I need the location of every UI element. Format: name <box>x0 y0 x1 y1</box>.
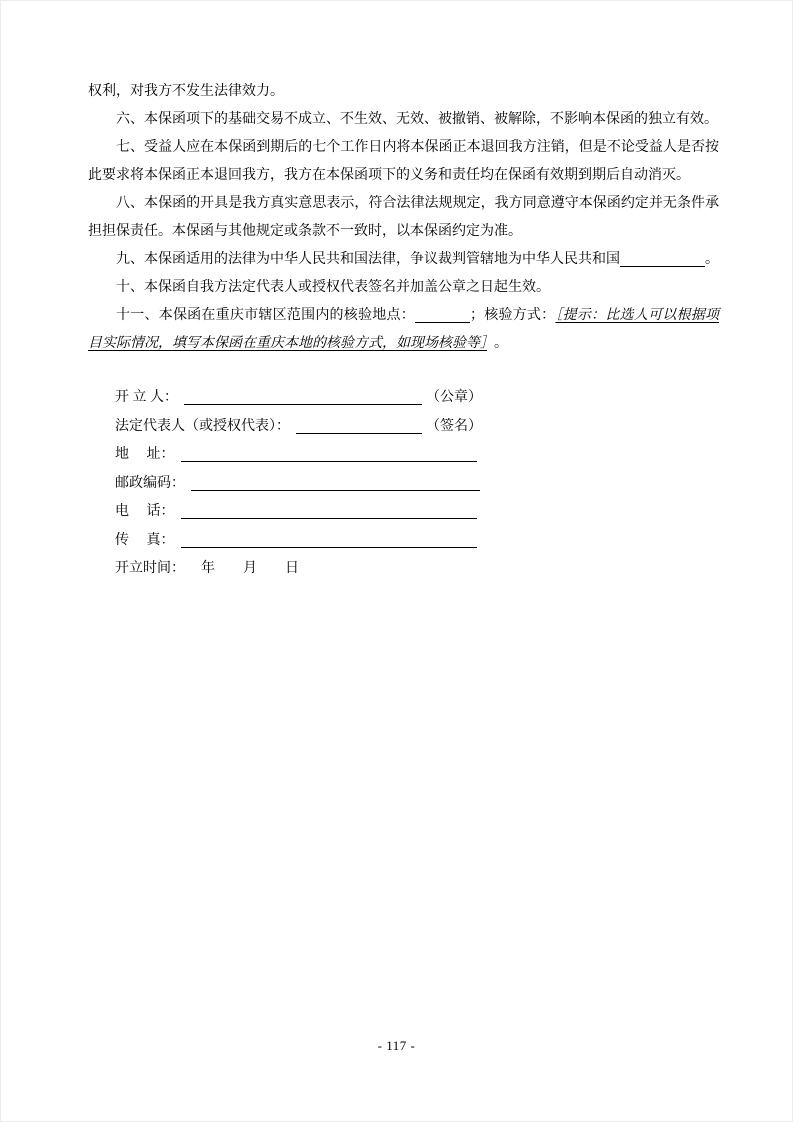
issue-date-row <box>115 555 719 584</box>
clause-9 <box>88 246 719 274</box>
issuer-row <box>115 384 719 413</box>
issue-date-label: 开立时间： <box>115 561 185 576</box>
address-label: 地 址： <box>115 447 175 462</box>
address-row <box>115 441 719 470</box>
issue-date-year-label: 年 <box>201 561 215 576</box>
clause-10: 十、本保函自我方法定代表人或授权代表签名并加盖公章之日起生效。 <box>116 280 550 295</box>
paragraph-carryover: 权利，对我方不发生法律效力。 <box>88 84 284 99</box>
issue-date-month-label: 月 <box>243 561 257 576</box>
clause-8: 八、本保函的开具是我方真实意思表示，符合法律法规规定，我方同意遵守本保函约定并无条件承担担保责任。本保函与其他规定或条款不一致时，以本保函约定为准。 <box>88 196 719 239</box>
phone-blank-field[interactable] <box>181 501 477 519</box>
clause-11-text: 十一、本保函在重庆市辖区范围内的核验地点： <box>116 308 415 323</box>
page-number: - 117 - <box>377 1038 416 1053</box>
clause-6: 六、本保函项下的基础交易不成立、不生效、无效、被撤销、被解除，不影响本保函的独立有效。 <box>116 112 718 127</box>
clause-11-middle-text: ；核验方式： <box>469 308 556 323</box>
representative-label: 法定代表人（或授权代表）： <box>115 418 290 434</box>
fax-blank-field[interactable] <box>181 530 477 548</box>
representative-blank-field[interactable] <box>296 416 422 434</box>
clause-9-text: 九、本保函适用的法律为中华人民共和国法律，争议裁判管辖地为中华人民共和国 <box>116 252 620 267</box>
representative-signature-note: （签名） <box>426 418 482 434</box>
issue-date-day-label: 日 <box>285 561 299 576</box>
phone-label: 电 话： <box>115 504 175 519</box>
clause-9-period: 。 <box>705 252 719 267</box>
phone-row <box>115 498 719 527</box>
signature-block <box>115 384 719 584</box>
document-body <box>88 78 719 358</box>
jurisdiction-blank-field[interactable] <box>620 251 705 267</box>
address-blank-field[interactable] <box>181 444 477 462</box>
issuer-seal-note: （公章） <box>426 390 482 405</box>
clause-7: 七、受益人应在本保函到期后的七个工作日内将本保函正本退回我方注销，但是不论受益人是否按此要求将本保函正本退回我方，我方在本保函项下的义务和责任均在保函有效期到期后自动消灭。 <box>88 140 719 183</box>
postal-code-blank-field[interactable] <box>191 473 480 491</box>
representative-row <box>115 413 719 442</box>
postal-code-row <box>115 470 719 499</box>
clause-11-period: 。 <box>494 336 508 351</box>
fax-row <box>115 527 719 556</box>
issuer-label: 开 立 人： <box>115 390 178 405</box>
fax-label: 传 真： <box>115 532 175 548</box>
postal-code-label: 邮政编码： <box>115 475 185 491</box>
clause-11 <box>88 302 719 358</box>
issuer-blank-field[interactable] <box>184 387 422 405</box>
clause-11-hint-text: ［提示：比选人可以根据项目实际情况，填写本保函在重庆本地的核验方式，如现场核验等］ <box>88 308 720 351</box>
verification-location-blank-field[interactable] <box>415 307 470 323</box>
